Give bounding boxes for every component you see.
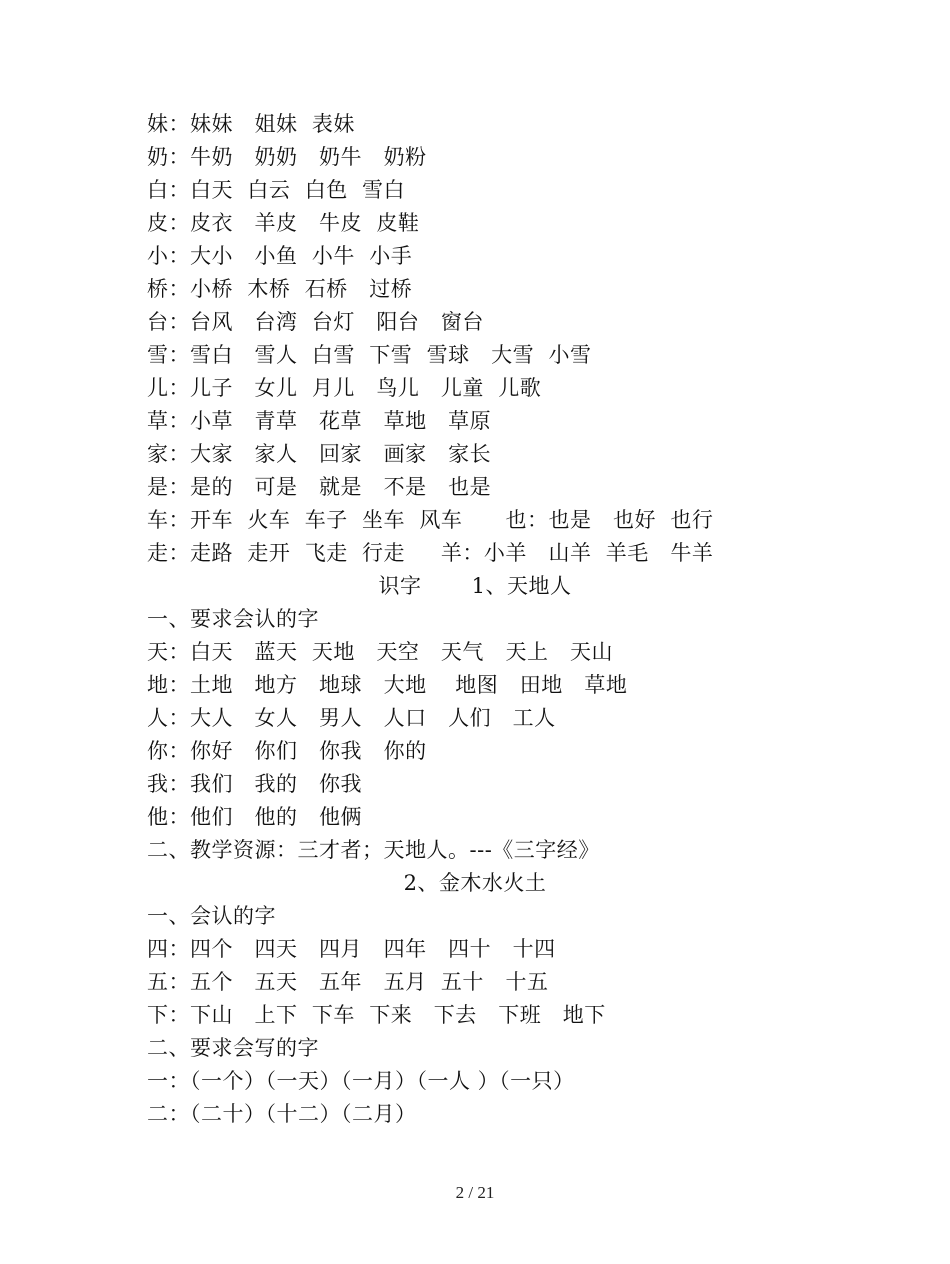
text-line: 人：大人 女人 男人 人口 人们 工人 <box>147 706 556 730</box>
text-line: 白：白天 白云 白色 雪白 <box>147 178 406 202</box>
text-line: 四：四个 四天 四月 四年 四十 十四 <box>147 937 556 961</box>
text-line: 五：五个 五天 五年 五月 五十 十五 <box>147 970 549 994</box>
section-heading: 识字 1、天地人 <box>378 574 572 598</box>
text-line: 二、教学资源：三才者；天地人。---《三字经》 <box>147 838 600 862</box>
text-line: 是：是的 可是 就是 不是 也是 <box>147 475 492 499</box>
text-line: 妹：妹妹 姐妹 表妹 <box>147 112 355 136</box>
text-line: 奶：牛奶 奶奶 奶牛 奶粉 <box>147 145 427 169</box>
text-line: 台：台风 台湾 台灯 阳台 窗台 <box>147 310 484 334</box>
text-line: 他：他们 他的 他俩 <box>147 805 363 829</box>
text-line: 小：大小 小鱼 小牛 小手 <box>147 244 413 268</box>
page-number: 2 / 21 <box>455 1183 495 1202</box>
text-line: 家：大家 家人 回家 画家 家长 <box>147 442 492 466</box>
text-line: 我：我们 我的 你我 <box>147 772 363 796</box>
text-line: 天：白天 蓝天 天地 天空 天气 天上 天山 <box>147 640 613 664</box>
text-line: 桥：小桥 木桥 石桥 过桥 <box>147 277 413 301</box>
text-line: 一、会认的字 <box>147 904 276 928</box>
text-line: 地：土地 地方 地球 大地 地图 田地 草地 <box>147 673 628 697</box>
text-line: 二：（二十）（十二）（二月） <box>147 1102 417 1126</box>
text-line: 车：开车 火车 车子 坐车 风车 也：也是 也好 也行 <box>147 508 714 532</box>
text-line: 你：你好 你们 你我 你的 <box>147 739 427 763</box>
text-line: 一、要求会认的字 <box>147 607 319 631</box>
text-line: 儿：儿子 女儿 月儿 鸟儿 儿童 儿歌 <box>147 376 542 400</box>
text-line: 下：下山 上下 下车 下来 下去 下班 地下 <box>147 1003 606 1027</box>
text-line: 一：（一个）（一天）（一月）（一人 ）（一只） <box>147 1069 575 1093</box>
text-line: 皮：皮衣 羊皮 牛皮 皮鞋 <box>147 211 420 235</box>
text-line: 走：走路 走开 飞走 行走 羊：小羊 山羊 羊毛 牛羊 <box>147 541 714 565</box>
text-line: 二、要求会写的字 <box>147 1036 319 1060</box>
text-line: 雪：雪白 雪人 白雪 下雪 雪球 大雪 小雪 <box>147 343 592 367</box>
section-heading: 2、金木水火土 <box>403 871 547 895</box>
text-line: 草：小草 青草 花草 草地 草原 <box>147 409 492 433</box>
